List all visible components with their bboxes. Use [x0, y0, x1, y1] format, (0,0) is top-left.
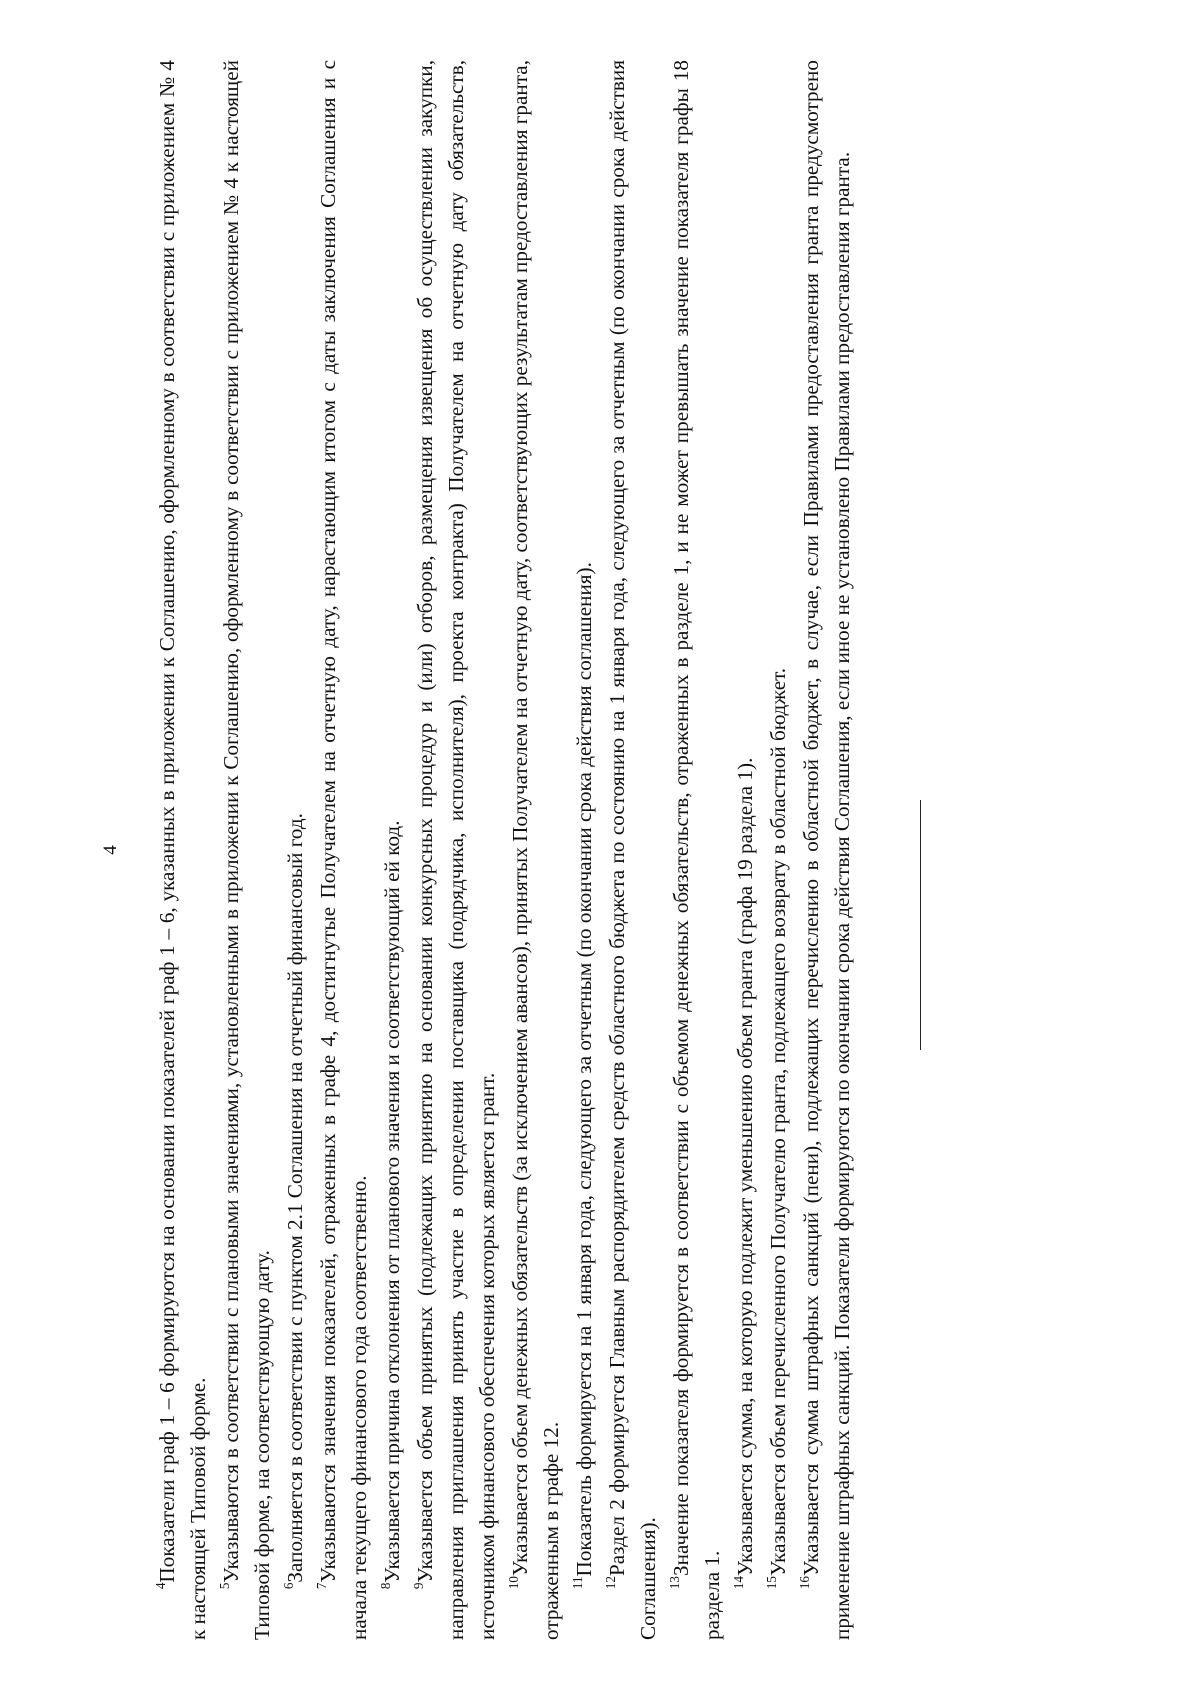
footnote-marker: 10 [505, 1576, 521, 1590]
footnote-text: Указывается причина отклонения от планового значения и соответствующий ей код. [380, 820, 404, 1583]
footnote-marker: 16 [796, 1576, 812, 1590]
footnote-marker: 12 [602, 1576, 618, 1590]
footnote-14 [730, 60, 761, 1640]
footnote-text: Показатели граф 1 – 6 формируются на основании показателей граф 1 – 6, указанных в приложении к Соглашению, оформленному в соответствии с приложением № 4 к настоящей Типовой форме. [155, 60, 210, 1640]
footnote-marker: 6 [280, 1582, 296, 1590]
footnote-5 [216, 60, 278, 1640]
footnote-text: Указывается объем принятых (подлежащих принятию на основании конкурсных процедур и (или) отборов, размещения извещения об осуществлении закупки, направления приглашения принять участие в определении поставщика (подрядчика, исполнителя), проекта контракта) Получателем на отчетную дату обязательств, источником финансового обеспечения которых является грант. [413, 60, 499, 1640]
footnote-marker: 5 [216, 1582, 232, 1590]
footnote-9 [410, 60, 503, 1640]
footnote-marker: 9 [410, 1582, 426, 1590]
footnote-15 [763, 60, 794, 1640]
footnote-6 [280, 60, 311, 1640]
rotated-document-page [100, 60, 1120, 1640]
footnote-marker: 14 [730, 1576, 746, 1590]
footnote-text: Указывается объем денежных обязательств (за исключением авансов), принятых Получателем на отчетную дату, соответствующих результатам предоставления гранта, отраженным в графе 12. [508, 60, 563, 1640]
footnote-13 [666, 60, 728, 1640]
footnote-marker: 8 [377, 1582, 393, 1590]
end-separator-line [920, 800, 921, 1050]
footnote-10 [505, 60, 567, 1640]
footnote-8 [377, 60, 408, 1640]
footnote-text: Значение показателя формируется в соответствии с объемом денежных обязательств, отраженных в разделе 1, и не может превышать значение показателя графы 18 раздела 1. [669, 60, 724, 1640]
footnote-marker: 7 [313, 1582, 329, 1590]
footnote-marker: 13 [666, 1576, 682, 1590]
footnote-7 [313, 60, 375, 1640]
footnote-text: Заполняется в соответствии с пунктом 2.1 Соглашения на отчетный финансовый год. [283, 813, 307, 1583]
footnote-text: Раздел 2 формируется Главным распорядителем средств областного бюджета по состоянию на 1 января года, следующего за отчетным (по окончании срока действия Соглашения). [605, 60, 660, 1640]
footnote-marker: 11 [569, 1576, 585, 1590]
footnote-text: Указываются значения показателей, отраженных в графе 4, достигнутые Получателем на отчетную дату, нарастающим итогом с даты заключения Соглашения и с начала текущего финансового года соответственно. [316, 60, 371, 1640]
footnotes-block [152, 60, 860, 1640]
footnote-text: Указывается сумма штрафных санкций (пени), подлежащих перечислению в областной бюджет, в случае, если Правилами предоставления гранта предусмотрено применение штрафных санкций. Показатели формируются по окончании срока действия Соглашения, если иное не установлено Правилами предоставления гранта. [799, 60, 854, 1640]
footnote-4 [152, 60, 214, 1640]
footnote-text: Показатель формируется на 1 января года, следующего за отчетным (по окончании срока действия соглашения). [572, 562, 596, 1577]
footnote-text: Указывается сумма, на которую подлежит уменьшению объем гранта (графа 19 раздела 1). [733, 757, 757, 1576]
footnote-11 [569, 60, 600, 1640]
footnote-text: Указывается объем перечисленного Получателю гранта, подлежащего возврату в областной бюджет. [766, 667, 790, 1576]
footnote-16 [796, 60, 858, 1640]
footnote-text: Указываются в соответствии с плановыми значениями, установленными в приложении к Соглашению, оформленному в соответствии с приложением № 4 к настоящей Типовой форме, на соответствующую дату. [219, 60, 274, 1640]
footnote-marker: 4 [152, 1582, 168, 1590]
footnote-marker: 15 [763, 1576, 779, 1590]
footnote-12 [602, 60, 664, 1640]
page-number: 4 [100, 845, 121, 855]
